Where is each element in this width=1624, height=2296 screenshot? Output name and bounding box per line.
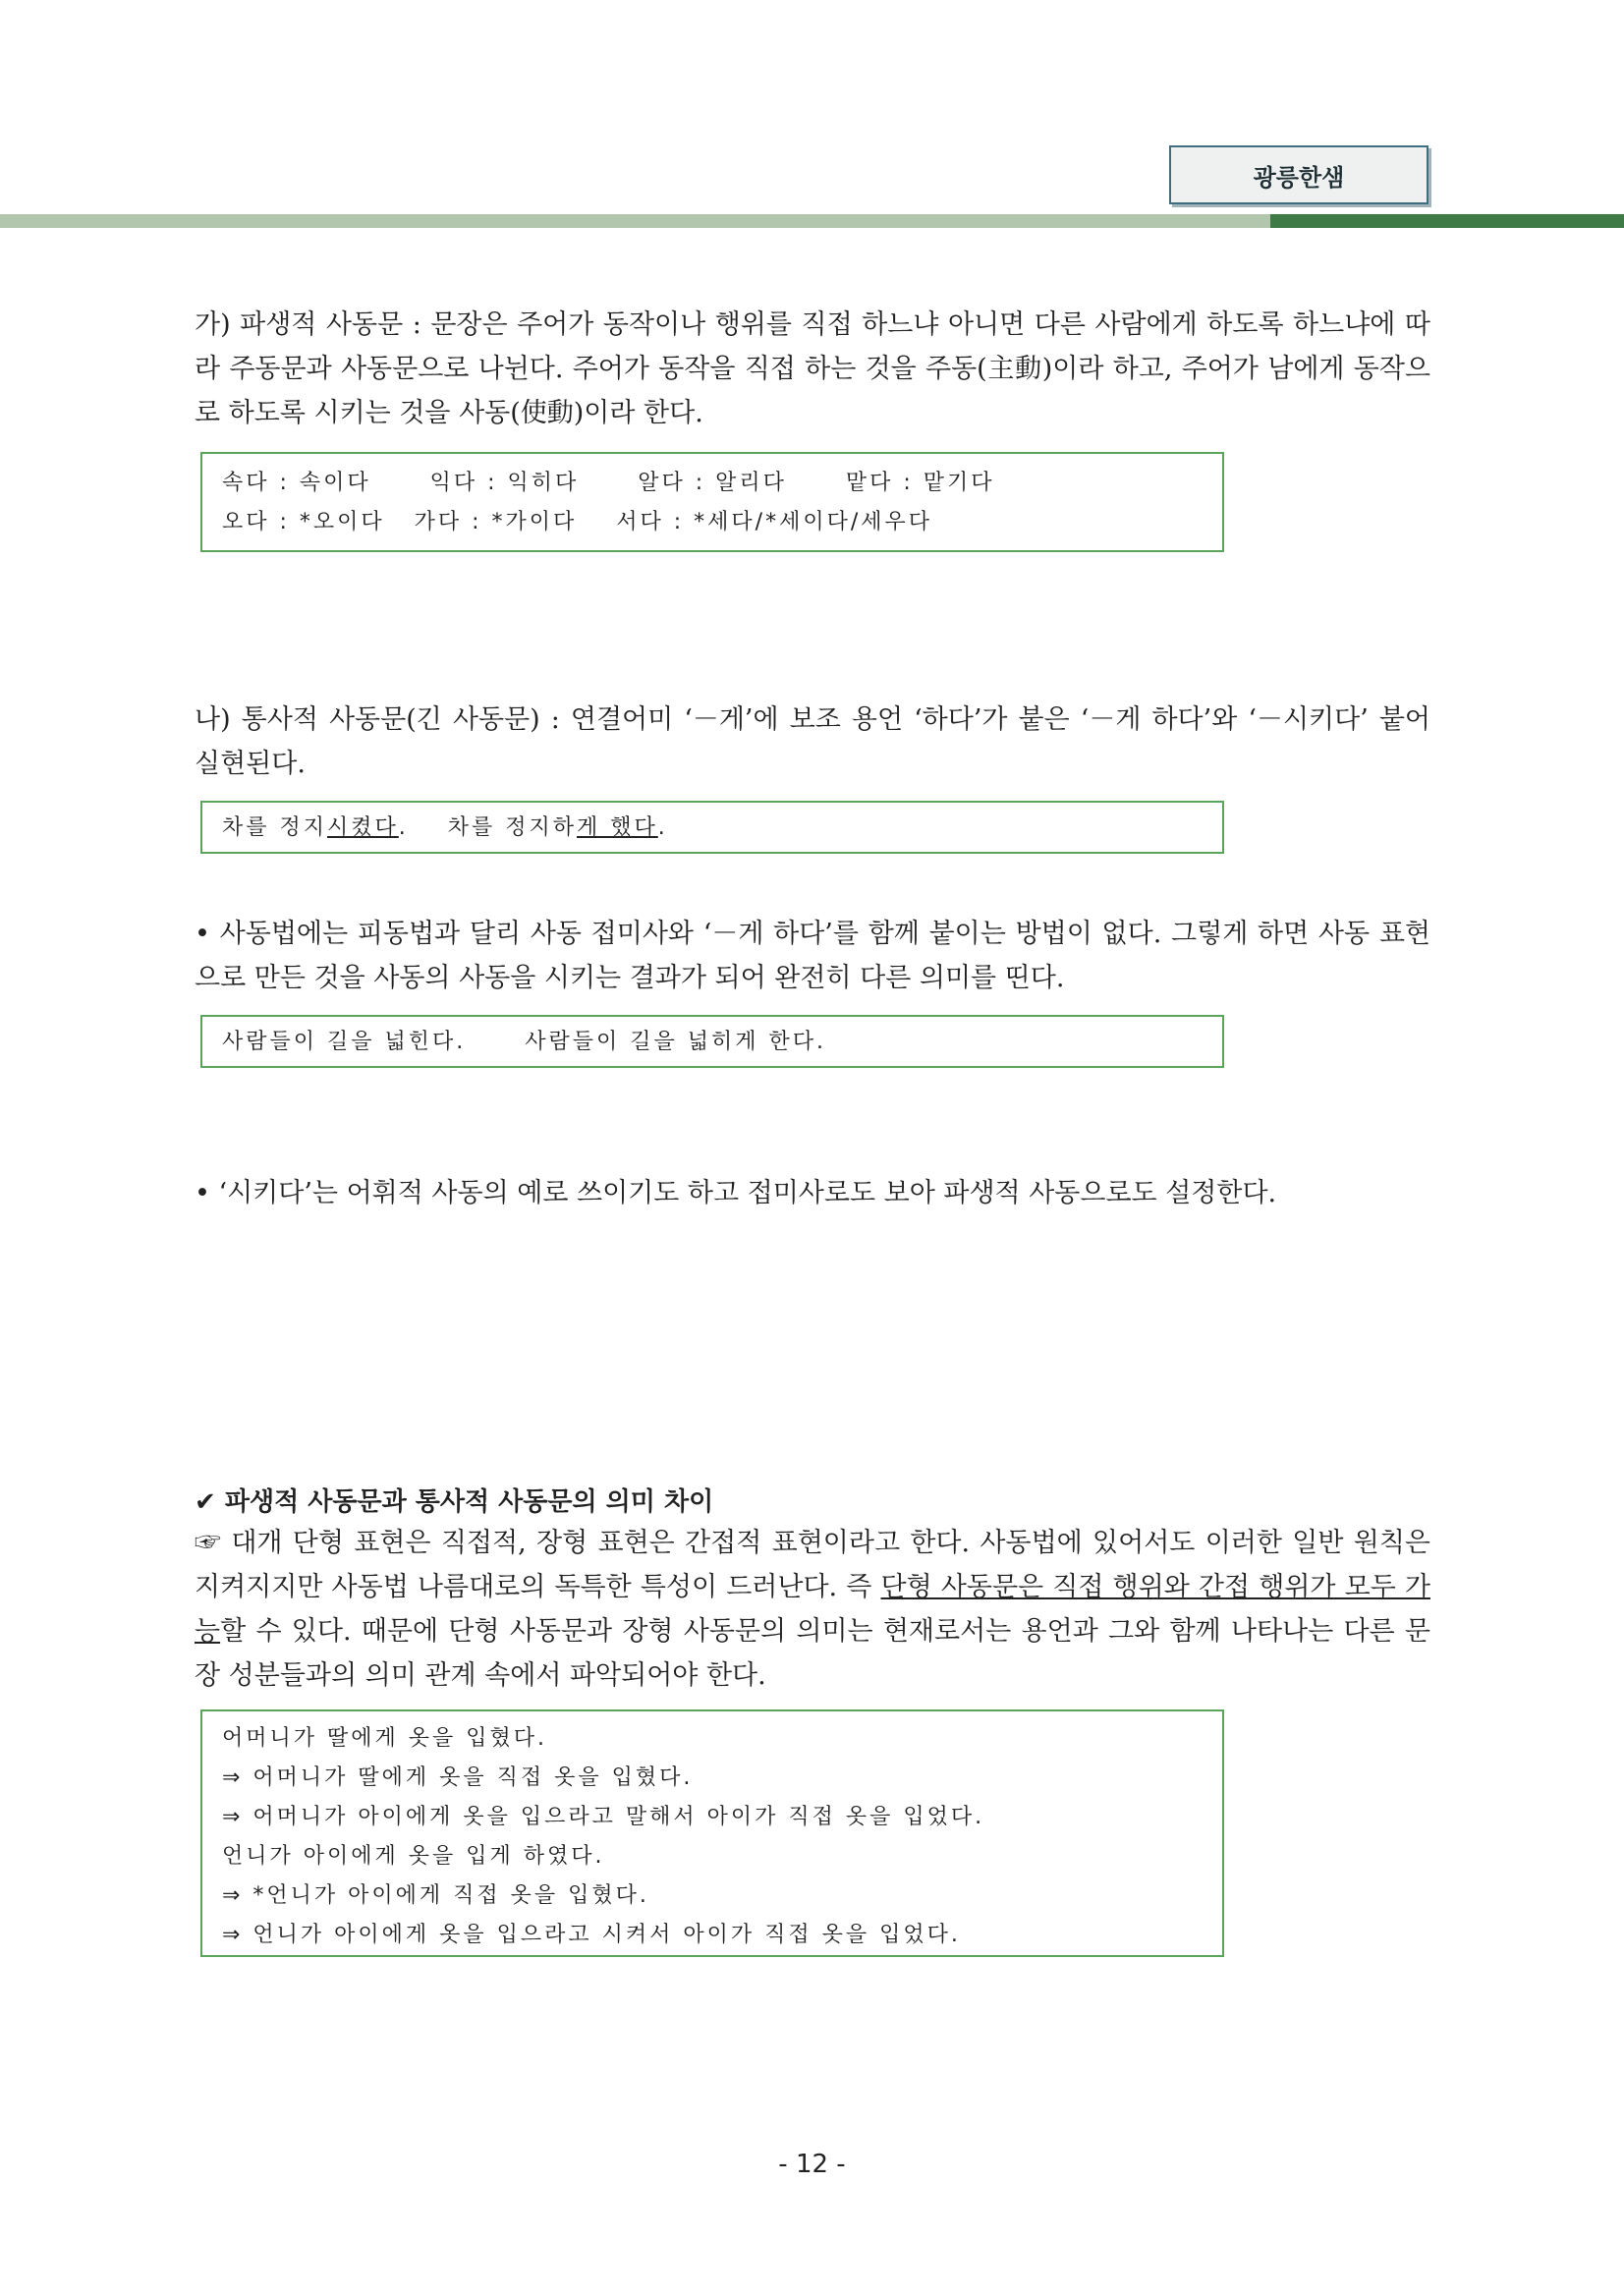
section-c-heading: ✔ 파생적 사동문과 통사적 사동문의 의미 차이 xyxy=(195,1487,714,1517)
section-a-paragraph: 가) 파생적 사동문 : 문장은 주어가 동작이나 행위를 직접 하느냐 아니면 다른 사람에게 하도록 하느냐에 따라 주동문과 사동문으로 나뉜다. 주어가 동작을 직접 하는 것을 주동(主動)이라 하고, 주어가 남에게 동작으로 하도록 시키는 것을 사동(使動)이라 한다. xyxy=(195,309,1430,428)
example-underlined: 게 했다 xyxy=(577,815,658,840)
section-c-underlined: 단형 사동문은 직접 행위와 간접 행위가 모두 가능 xyxy=(195,1572,1430,1647)
example-underlined: 시켰다 xyxy=(327,815,399,840)
example-line: 언니가 아이에게 옷을 입게 하였다. xyxy=(222,1844,605,1869)
example-line: 속다 : 속이다 익다 : 익히다 알다 : 알리다 맡다 : 맡기다 xyxy=(222,471,995,495)
header-rule-dark xyxy=(1270,214,1624,228)
section-b-paragraph: 나) 통사적 사동문(긴 사동문) : 연결어미 ‘－게’에 보조 용언 ‘하다’가 붙은 ‘－게 하다’와 ‘－시키다’ 붙어 실현된다. xyxy=(195,704,1430,779)
bullet-1-example-box xyxy=(200,1015,1224,1068)
example-line: ⇒ *언니가 아이에게 직접 옷을 입혔다. xyxy=(222,1883,649,1908)
example-line xyxy=(222,809,1203,848)
header-rule-light xyxy=(0,214,1277,228)
example-text: 차를 정지 xyxy=(222,815,328,840)
section-c-text: 할 수 있다. 때문에 단형 사동문과 장형 사동문의 의미는 현재로서는 용언과 그와 함께 나타나는 다른 문장 성분들과의 의미 관계 속에서 파악되어야 한다. xyxy=(195,1616,1430,1691)
bullet-2-paragraph: • ‘시키다’는 어휘적 사동의 예로 쓰이기도 하고 접미사로도 보아 파생적 사동으로도 설정한다. xyxy=(195,1178,1277,1208)
header-badge: 광릉한샘 xyxy=(1169,145,1428,204)
example-line: 어머니가 딸에게 옷을 입혔다. xyxy=(222,1726,547,1751)
example-line: ⇒ 언니가 아이에게 옷을 입으라고 시켜서 아이가 직접 옷을 입었다. xyxy=(222,1923,961,1947)
section-a-example-box xyxy=(200,452,1224,552)
bullet-1-paragraph: • 사동법에는 피동법과 달리 사동 접미사와 ‘－게 하다’를 함께 붙이는 방법이 없다. 그렇게 하면 사동 표현으로 만든 것을 사동의 사동을 시키는 결과가 되어 완전히 다른 의미를 띤다. xyxy=(195,919,1430,993)
section-c-paragraph xyxy=(195,1521,1430,1698)
example-line: 사람들이 길을 넓힌다. 사람들이 길을 넓히게 한다. xyxy=(222,1030,826,1054)
page-number: - 12 - xyxy=(778,2150,846,2179)
example-text: . xyxy=(657,815,668,840)
section-c-text: ☞ 대개 단형 표현은 직접적, 장형 표현은 간접적 표현이라고 한다. 사동법에 있어서도 이러한 일반 원칙은 지켜지지만 사동법 나름대로의 독특한 특성이 드러난다. 즉 xyxy=(195,1528,1430,1602)
section-c-example-box xyxy=(200,1709,1224,1957)
example-text: . 차를 정지하 xyxy=(398,815,578,840)
example-line: 오다 : *오이다 가다 : *가이다 서다 : *세다/*세이다/세우다 xyxy=(222,510,933,534)
section-b-example-box xyxy=(200,801,1224,854)
example-line: ⇒ 어머니가 딸에게 옷을 직접 옷을 입혔다. xyxy=(222,1765,694,1790)
example-line: ⇒ 어머니가 아이에게 옷을 입으라고 말해서 아이가 직접 옷을 입었다. xyxy=(222,1805,985,1829)
